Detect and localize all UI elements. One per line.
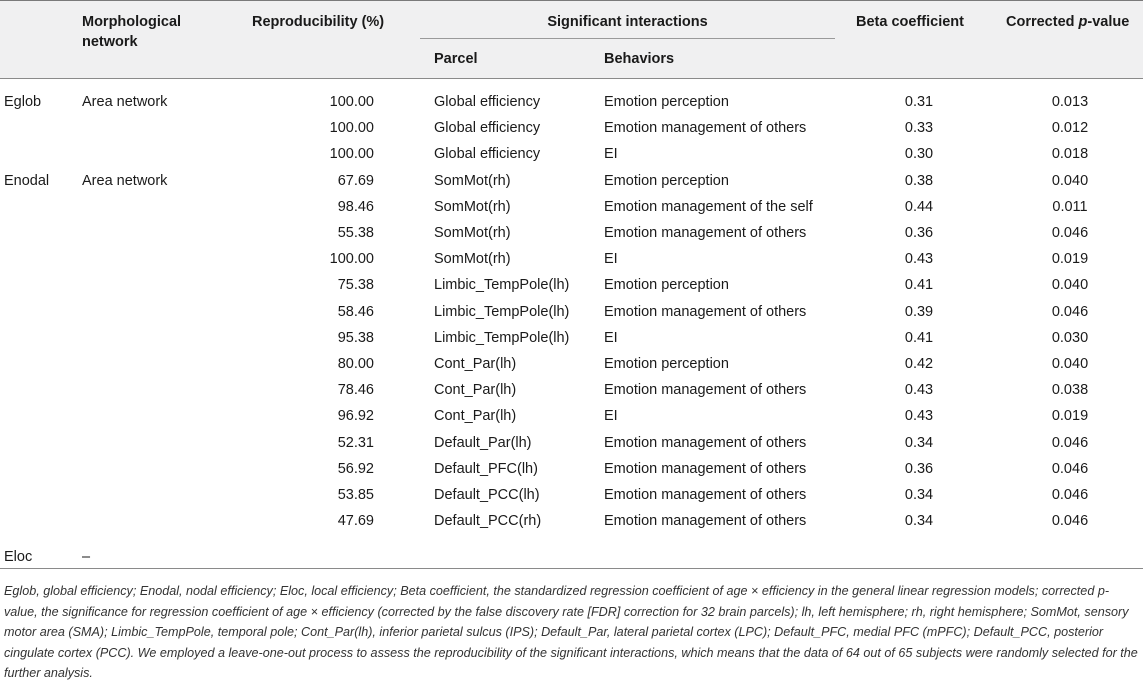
- cell-p: 0.046: [1051, 225, 1089, 241]
- cell-behavior: Emotion perception: [604, 356, 729, 372]
- cell-beta: 0.41: [904, 330, 934, 346]
- cell-behavior: Emotion management of the self: [604, 199, 813, 215]
- cell-parcel: Global efficiency: [434, 94, 541, 110]
- header-reproducibility: Reproducibility (%): [252, 14, 385, 30]
- header-corrected-p-value: Corrected p-value: [1006, 14, 1130, 30]
- cell-behavior: Emotion perception: [604, 94, 729, 110]
- header-behaviors: Behaviors: [604, 51, 675, 67]
- cell-behavior: Emotion management of others: [604, 304, 807, 320]
- cell-p: 0.013: [1051, 94, 1089, 110]
- cell-parcel: Default_Par(lh): [434, 435, 532, 451]
- cell-behavior: Emotion management of others: [604, 487, 807, 503]
- cell-repro: 100.00: [329, 94, 374, 110]
- cell-behavior: Emotion management of others: [604, 225, 807, 241]
- cell-p: 0.011: [1052, 199, 1088, 215]
- cell-p: 0.046: [1051, 435, 1089, 451]
- cell-beta: 0.33: [904, 120, 934, 136]
- cell-network: Area network: [82, 94, 168, 110]
- header-morph-line1: Morphological: [82, 14, 182, 30]
- cell-repro: 53.85: [337, 487, 374, 503]
- cell-parcel: Cont_Par(lh): [434, 356, 517, 372]
- cell-p: 0.046: [1051, 304, 1089, 320]
- header-morph-line2: network: [82, 34, 138, 50]
- cell-behavior: Emotion management of others: [604, 461, 807, 477]
- cell-beta: 0.31: [904, 94, 934, 110]
- cell-parcel: SomMot(rh): [434, 199, 511, 215]
- cell-beta: 0.38: [904, 173, 934, 189]
- cell-repro: 80.00: [337, 356, 374, 372]
- cell-repro: 75.38: [337, 277, 374, 293]
- cell-behavior: EI: [604, 146, 618, 162]
- cell-repro: 100.00: [329, 146, 374, 162]
- cell-p: 0.019: [1051, 251, 1089, 267]
- cell-parcel: SomMot(rh): [434, 173, 511, 189]
- cell-beta: 0.44: [904, 199, 934, 215]
- cell-behavior: Emotion management of others: [604, 382, 807, 398]
- cell-repro: 52.31: [337, 435, 374, 451]
- cell-beta: 0.36: [904, 225, 934, 241]
- cell-behavior: EI: [604, 408, 618, 424]
- cell-p: 0.038: [1051, 382, 1089, 398]
- cell-repro: 67.69: [337, 173, 374, 189]
- cell-behavior: Emotion management of others: [604, 435, 807, 451]
- cell-p: 0.040: [1051, 277, 1089, 293]
- cell-repro: 96.92: [337, 408, 374, 424]
- cell-parcel: Limbic_TempPole(lh): [434, 330, 570, 346]
- cell-beta: 0.34: [904, 487, 934, 503]
- cell-p: 0.046: [1051, 461, 1089, 477]
- cell-repro: 47.69: [337, 513, 374, 529]
- table-top-rule: [0, 0, 1143, 1]
- header-morphological-network: [82, 12, 181, 52]
- cell-beta: 0.43: [904, 408, 934, 424]
- cell-metric: Enodal: [4, 173, 50, 189]
- cell-repro: 56.92: [337, 461, 374, 477]
- cell-parcel: Global efficiency: [434, 120, 541, 136]
- cell-beta: 0.41: [904, 277, 934, 293]
- cell-beta: 0.42: [904, 356, 934, 372]
- cell-network: Area network: [82, 173, 168, 189]
- cell-beta: 0.43: [904, 382, 934, 398]
- cell-beta: 0.30: [904, 146, 934, 162]
- cell-beta: 0.43: [904, 251, 934, 267]
- cell-p: 0.018: [1051, 146, 1089, 162]
- cell-beta: 0.34: [904, 513, 934, 529]
- cell-parcel: Global efficiency: [434, 146, 541, 162]
- cell-repro: 98.46: [337, 199, 374, 215]
- header-parcel: Parcel: [434, 51, 478, 67]
- cell-behavior: Emotion perception: [604, 173, 729, 189]
- cell-parcel: Limbic_TempPole(lh): [434, 277, 570, 293]
- cell-repro: 78.46: [337, 382, 374, 398]
- cell-repro: 55.38: [337, 225, 374, 241]
- cell-p: 0.046: [1051, 513, 1089, 529]
- cell-parcel: SomMot(rh): [434, 225, 511, 241]
- header-bottom-rule: [0, 78, 1143, 79]
- cell-behavior: EI: [604, 251, 618, 267]
- cell-parcel: Default_PCC(rh): [434, 513, 542, 529]
- table-footnote: Eglob, global efficiency; Enodal, nodal efficiency; Eloc, local efficiency; Beta coefficient, the standardized regression coefficient of age × efficiency in the general linear regression models; corrected p-value, the significance for regression coefficient of age × efficiency (corrected by the false discovery rate [FDR] correction for 32 brain parcels); lh, left hemisphere; rh, right hemisphere; SomMot, sensory motor area (SMA); Limbic_TempPole, temporal pole; Cont_Par(lh), inferior parietal sulcus (IPS); Default_Par, lateral parietal cortex (LPC); Default_PFC, medial PFC (mPFC); Default_PCC, posterior cingulate cortex (PCC). We employed a leave-one-out process to assess the reproducibility of the significant interactions, which means that the data of 64 out of 65 subjects were randomly selected for the further analysis.: [4, 584, 1138, 680]
- cell-behavior: EI: [604, 330, 618, 346]
- cell-p: 0.030: [1051, 330, 1089, 346]
- cell-parcel: Cont_Par(lh): [434, 408, 517, 424]
- header-significant-interactions: Significant interactions: [547, 14, 708, 30]
- cell-metric: Eloc: [4, 549, 33, 565]
- cell-p: 0.040: [1051, 173, 1089, 189]
- cell-parcel: Default_PCC(lh): [434, 487, 540, 503]
- cell-p: 0.019: [1051, 408, 1089, 424]
- cell-repro: 95.38: [337, 330, 374, 346]
- cell-beta: 0.36: [904, 461, 934, 477]
- cell-parcel: Default_PFC(lh): [434, 461, 538, 477]
- cell-beta: 0.34: [904, 435, 934, 451]
- cell-metric: Eglob: [4, 94, 42, 110]
- cell-behavior: Emotion management of others: [604, 120, 807, 136]
- header-subrule: [420, 38, 835, 39]
- cell-p: 0.012: [1051, 120, 1089, 136]
- cell-network: –: [82, 549, 91, 565]
- header-beta-coefficient: Beta coefficient: [856, 14, 964, 30]
- cell-p: 0.040: [1051, 356, 1089, 372]
- cell-repro: 100.00: [329, 251, 374, 267]
- cell-behavior: Emotion perception: [604, 277, 729, 293]
- table-bottom-rule: [0, 568, 1143, 569]
- cell-parcel: Cont_Par(lh): [434, 382, 517, 398]
- cell-parcel: SomMot(rh): [434, 251, 511, 267]
- cell-repro: 58.46: [337, 304, 374, 320]
- cell-repro: 100.00: [329, 120, 374, 136]
- cell-beta: 0.39: [904, 304, 934, 320]
- cell-behavior: Emotion management of others: [604, 513, 807, 529]
- cell-p: 0.046: [1051, 487, 1089, 503]
- cell-parcel: Limbic_TempPole(lh): [434, 304, 570, 320]
